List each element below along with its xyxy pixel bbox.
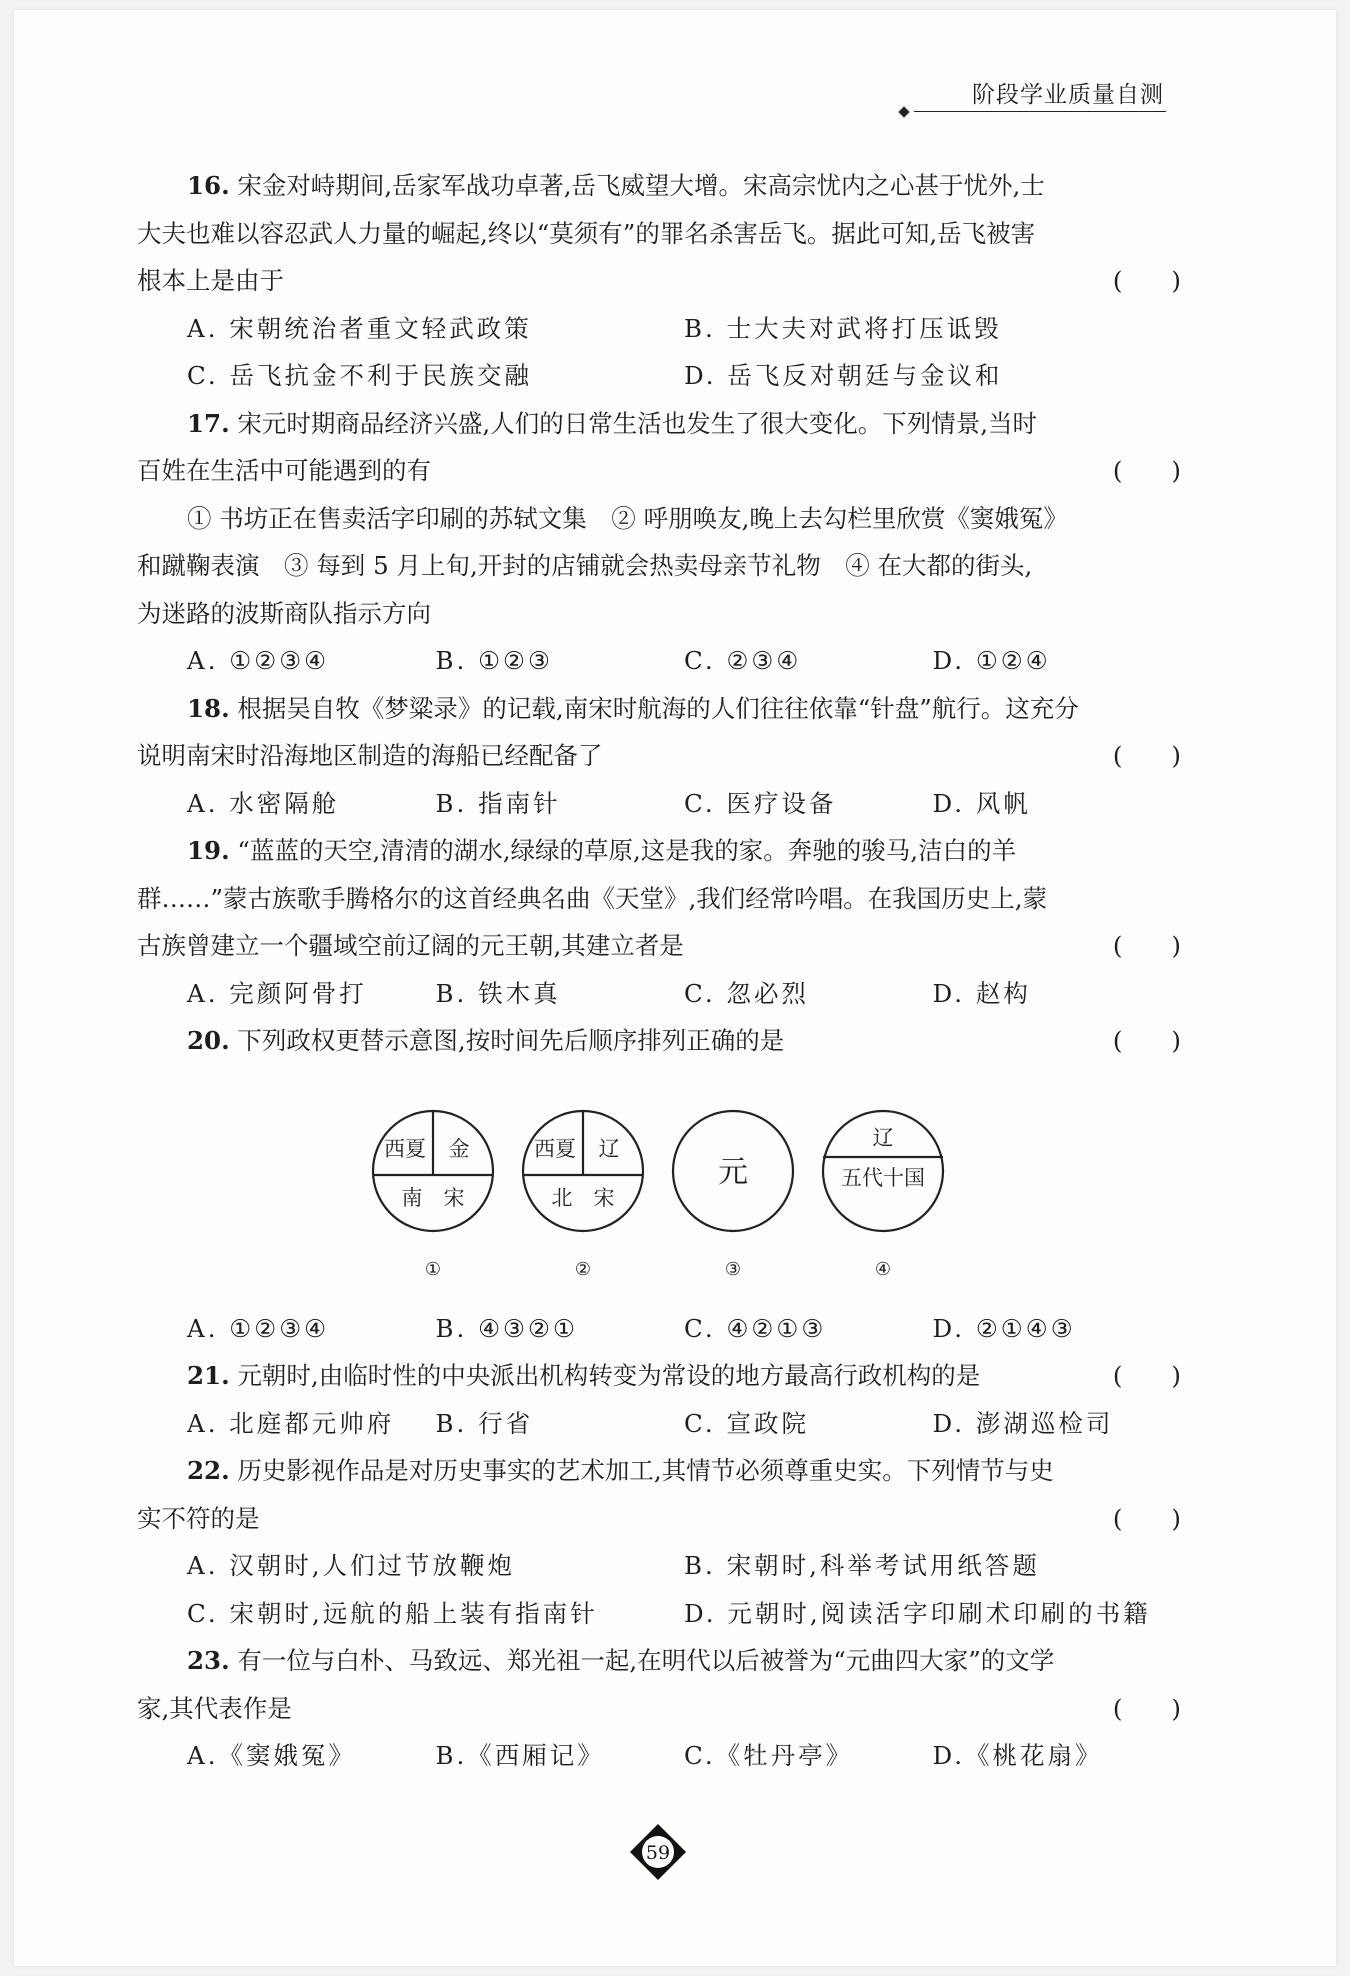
question-line-text: 说明南宋时沿海地区制造的海船已经配备了 <box>137 741 603 770</box>
question-number: 18. <box>187 693 230 723</box>
c4-top: 辽 <box>872 1125 894 1150</box>
option-c[interactable]: C. ②③④ <box>684 646 802 675</box>
question-line: “蓝蓝的天空,清清的湖水,绿绿的草原,这是我的家。奔驰的骏马,洁白的羊 <box>237 836 1017 865</box>
options-row <box>137 970 1181 1018</box>
option-d[interactable]: D. 元朝时,阅读活字印刷术印刷的书籍 <box>684 1598 1151 1628</box>
option-c[interactable]: C. 忽必烈 <box>684 978 809 1008</box>
question-22 <box>137 1447 1181 1637</box>
option-d[interactable]: D. ①②④ <box>932 646 1051 675</box>
question-17 <box>137 400 1181 685</box>
question-line-text: 根本上是由于 <box>137 266 284 295</box>
options-row <box>137 1732 1181 1780</box>
question-line-text: 实不符的是 <box>137 1503 260 1533</box>
option-a[interactable]: A. 宋朝统治者重文轻武政策 <box>187 313 532 343</box>
diamond-icon <box>898 106 909 117</box>
c3-label: ③ <box>724 1258 742 1280</box>
c3-center: 元 <box>718 1154 748 1190</box>
diamond-badge-icon <box>628 1822 688 1882</box>
c1-top-left: 西夏 <box>384 1136 426 1161</box>
question-line: 大夫也难以容忍武人力量的崛起,终以“莫须有”的罪名杀害岳飞。据此可知,岳飞被害 <box>137 218 1036 248</box>
question-line: 下列政权更替示意图,按时间先后顺序排列正确的是 <box>237 1026 785 1055</box>
c2-top-right: 辽 <box>598 1136 620 1161</box>
question-number: 23. <box>187 1646 230 1675</box>
answer-blank[interactable]: ( ) <box>1112 741 1181 770</box>
question-text <box>137 400 1181 448</box>
option-c[interactable]: C. 宋朝时,远航的船上装有指南针 <box>187 1598 598 1628</box>
answer-blank[interactable]: ( ) <box>1112 1503 1181 1533</box>
c4-label: ④ <box>874 1258 892 1280</box>
c2-bottom: 北 宋 <box>551 1185 615 1210</box>
option-a[interactable]: A. 完颜阿骨打 <box>187 978 367 1008</box>
options-row <box>137 352 1181 400</box>
question-text <box>137 1637 1181 1685</box>
c2-top-left: 西夏 <box>534 1136 576 1161</box>
answer-blank[interactable]: ( ) <box>1112 1026 1181 1055</box>
question-19 <box>137 827 1181 1017</box>
option-c[interactable]: C. 宣政院 <box>684 1408 809 1438</box>
question-number: 16. <box>187 171 230 200</box>
question-number: 20. <box>187 1026 230 1055</box>
answer-blank[interactable]: ( ) <box>1112 266 1181 295</box>
c1-bottom: 南 宋 <box>401 1185 465 1210</box>
regime-change-diagram <box>137 1065 1181 1305</box>
option-b[interactable]: B.《西厢记》 <box>435 1741 605 1770</box>
option-a[interactable]: A. 汉朝时,人们过节放鞭炮 <box>187 1551 516 1580</box>
c4-bottom: 五代十国 <box>841 1165 925 1190</box>
question-line: 元朝时,由临时性的中央派出机构转变为常设的地方最高行政机构的是 <box>237 1361 981 1390</box>
option-c[interactable]: C. 医疗设备 <box>684 788 837 818</box>
question-23 <box>137 1637 1181 1780</box>
page-number-badge <box>628 1822 688 1882</box>
answer-blank[interactable]: ( ) <box>1112 1693 1181 1723</box>
question-line-text: 家,其代表作是 <box>137 1693 292 1723</box>
question-line: 为迷路的波斯商队指示方向 <box>137 598 431 628</box>
options-row <box>137 780 1181 828</box>
option-c[interactable]: C.《牡丹亭》 <box>684 1741 854 1770</box>
option-b[interactable]: B. 指南针 <box>435 788 561 818</box>
question-text <box>137 162 1181 210</box>
option-d[interactable]: D. ②①④③ <box>932 1313 1076 1343</box>
question-line-text: 古族曾建立一个疆域空前辽阔的元王朝,其建立者是 <box>137 931 684 960</box>
question-line: 根据吴自牧《梦粱录》的记载,南宋时航海的人们往往依靠“针盘”航行。这充分 <box>237 693 1079 723</box>
question-list <box>137 162 1181 1780</box>
header-title: 阶段学业质量自测 <box>966 76 1166 112</box>
question-line <box>137 922 1181 970</box>
option-b[interactable]: B. 宋朝时,科举考试用纸答题 <box>684 1551 1040 1580</box>
option-b[interactable]: B. 铁木真 <box>435 978 561 1008</box>
option-b[interactable]: B. 行省 <box>435 1408 534 1438</box>
option-d[interactable]: D.《桃花扇》 <box>932 1741 1103 1770</box>
option-a[interactable]: A. 水密隔舱 <box>187 788 340 818</box>
question-number: 19. <box>187 836 230 865</box>
option-a[interactable]: A. 北庭都元帅府 <box>187 1408 395 1438</box>
question-number: 22. <box>187 1456 230 1485</box>
question-line <box>137 1495 1181 1543</box>
option-d[interactable]: D. 风帆 <box>932 788 1031 818</box>
question-line <box>137 257 1181 305</box>
options-row <box>137 1305 1181 1353</box>
question-18 <box>137 685 1181 828</box>
answer-blank[interactable]: ( ) <box>1112 1361 1181 1390</box>
question-text <box>137 827 1181 875</box>
question-line: 群……”蒙古族歌手腾格尔的这首经典名曲《天堂》,我们经常吟唱。在我国历史上,蒙 <box>137 883 1048 913</box>
options-row <box>137 637 1181 685</box>
question-line-text: 百姓在生活中可能遇到的有 <box>137 456 431 485</box>
options-row <box>137 1542 1181 1590</box>
option-d[interactable]: D. 赵构 <box>932 978 1031 1008</box>
option-b[interactable]: B. ①②③ <box>435 646 553 675</box>
answer-blank[interactable]: ( ) <box>1112 931 1181 960</box>
question-text <box>137 1352 1181 1400</box>
answer-blank[interactable]: ( ) <box>1112 456 1181 485</box>
option-c[interactable]: C. ④②①③ <box>684 1313 827 1343</box>
page-header <box>900 76 1166 112</box>
question-line <box>137 732 1181 780</box>
option-c[interactable]: C. 岳飞抗金不利于民族交融 <box>187 361 532 390</box>
option-d[interactable]: D. 澎湖巡检司 <box>932 1408 1114 1438</box>
options-row <box>137 1400 1181 1448</box>
question-line: 宋金对峙期间,岳家军战功卓著,岳飞威望大增。宋高宗忧内之心甚于忧外,士 <box>237 171 1045 200</box>
options-row <box>137 305 1181 353</box>
option-d[interactable]: D. 岳飞反对朝廷与金议和 <box>684 361 1003 390</box>
question-number: 17. <box>187 408 230 438</box>
question-line: 历史影视作品是对历史事实的艺术加工,其情节必须尊重史实。下列情节与史 <box>237 1456 1054 1485</box>
question-line: 有一位与白朴、马致远、郑光祖一起,在明代以后被誉为“元曲四大家”的文学 <box>237 1646 1055 1675</box>
option-b[interactable]: B. 士大夫对武将打压诋毁 <box>684 313 1002 343</box>
question-line <box>137 447 1181 495</box>
question-text <box>137 1017 1181 1065</box>
question-line: 宋元时期商品经济兴盛,人们的日常生活也发生了很大变化。下列情景,当时 <box>237 408 1037 438</box>
c1-label: ① <box>424 1258 442 1280</box>
options-row <box>137 1590 1181 1638</box>
option-a[interactable]: A. ①②③④ <box>187 646 330 675</box>
question-20 <box>137 1017 1181 1352</box>
question-line <box>137 1685 1181 1733</box>
c1-top-right: 金 <box>448 1136 470 1161</box>
question-line: ① 书坊正在售卖活字印刷的苏轼文集 ② 呼朋唤友,晚上去勾栏里欣赏《窦娥冤》 <box>187 503 1068 533</box>
question-21 <box>137 1352 1181 1447</box>
question-line: 和蹴鞠表演 ③ 每到 5 月上旬,开封的店铺就会热卖母亲节礼物 ④ 在大都的街头, <box>137 551 1033 580</box>
option-a[interactable]: A.《窦娥冤》 <box>187 1741 356 1770</box>
question-16 <box>137 162 1181 400</box>
option-a[interactable]: A. ①②③④ <box>187 1313 330 1343</box>
question-text <box>137 1447 1181 1495</box>
option-b[interactable]: B. ④③②① <box>435 1313 578 1343</box>
diagram-svg <box>137 1065 1181 1305</box>
page-number: 59 <box>645 1842 671 1864</box>
question-number: 21. <box>187 1361 230 1390</box>
question-text <box>137 685 1181 733</box>
header-rule <box>914 111 966 112</box>
c2-label: ② <box>574 1258 592 1280</box>
